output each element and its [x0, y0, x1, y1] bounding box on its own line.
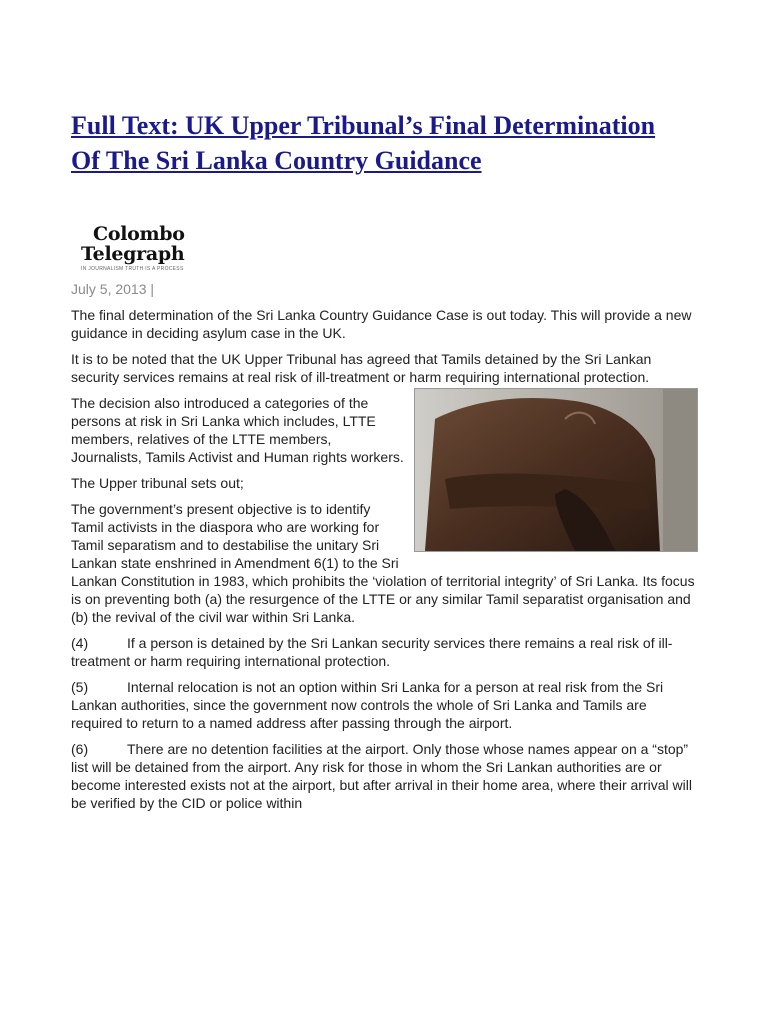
paragraph-3: The decision also introduced a categories of the persons at risk in Sri Lanka which includes, LTTE members, relatives of the LTTE members, Journalists, Tamils Activist and Human rights workers.: [71, 395, 404, 465]
paragraph-text: Internal relocation is not an option within Sri Lanka for a person at real risk from the Sri Lankan authorities, since the government now controls the whole of Sri Lanka and Tamils are required to return to a named address after passing through the airport.: [71, 679, 664, 731]
numbered-paragraph-6: [71, 740, 698, 812]
paragraph-4: The Upper tribunal sets out;: [71, 475, 244, 491]
paragraph-number: (4): [71, 635, 89, 651]
article-title[interactable]: Full Text: UK Upper Tribunal’s Final Determination Of The Sri Lanka Country Guidance: [71, 111, 656, 175]
paragraph-5: The government’s present objective is to identify Tamil activists in the diaspora who are working for Tamil separatism and to destabilise the unitary Sri Lankan state enshrined in Amendment 6(1) to the Sri Lankan Constitution in 1983, which prohibits the ‘violation of territorial integrity’ of Sri Lanka. Its focus is on preventing both (a) the resurgence of the LTTE or any similar Tamil separatist organisation and (b) the revival of the civil war within Sri Lanka.: [71, 501, 695, 625]
paragraph-2: It is to be noted that the UK Upper Tribunal has agreed that Tamils detained by the Sri Lankan security services remains at real risk of ill-treatment or harm requiring international protection.: [71, 351, 652, 385]
article-photo: [414, 388, 698, 552]
paragraph-number: (6): [71, 741, 89, 757]
colombo-telegraph-logo: [81, 224, 201, 272]
logo-line-1: Colombo: [93, 223, 185, 245]
numbered-paragraph-4: [71, 634, 698, 670]
logo-tagline: IN JOURNALISM TRUTH IS A PROCESS: [81, 266, 184, 272]
photo-illustration: [415, 389, 697, 551]
numbered-paragraph-5: [71, 678, 698, 732]
paragraph-1: The final determination of the Sri Lanka Country Guidance Case is out today. This will provide a new guidance in deciding asylum case in the UK.: [71, 307, 692, 341]
paragraph-text: There are no detention facilities at the airport. Only those whose names appear on a “stop” list will be detained from the airport. Any risk for those in whom the Sri Lankan authorities are or become interested exists not at the airport, but after arrival in their home area, where their arrival will be verified by the CID or police within: [71, 741, 692, 811]
paragraph-number: (5): [71, 679, 89, 695]
logo-line-2: Telegraph: [81, 243, 185, 265]
article: [71, 108, 698, 812]
article-date: July 5, 2013 |: [71, 281, 155, 297]
paragraph-text: If a person is detained by the Sri Lankan security services there remains a real risk of ill-treatment or harm requiring international protection.: [71, 635, 673, 669]
